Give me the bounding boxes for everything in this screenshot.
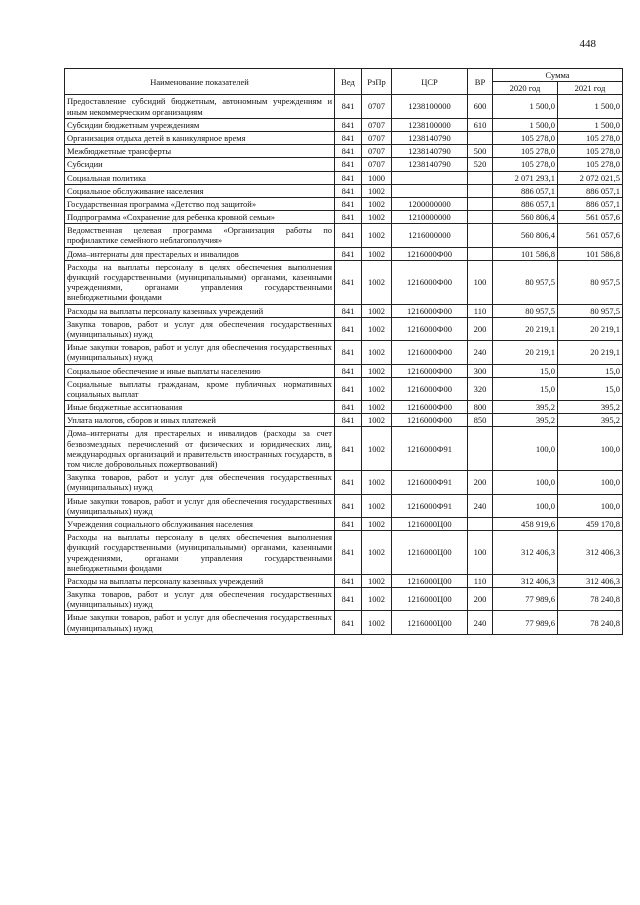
row-sum-2020: 560 806,4 xyxy=(493,211,558,224)
row-sum-2021: 561 057,6 xyxy=(558,211,623,224)
row-rzpr: 1002 xyxy=(362,494,392,517)
row-sum-2021: 15,0 xyxy=(558,377,623,400)
row-ved: 841 xyxy=(335,211,362,224)
row-rzpr: 1002 xyxy=(362,414,392,427)
row-sum-2021: 312 406,3 xyxy=(558,531,623,575)
row-csr xyxy=(392,171,468,184)
row-name: Расходы на выплаты персоналу в целях обеспечения выполнения функций государственными (муниципальными) органами, казенными учреждениями, органами управления государственными внебюджетными фондами xyxy=(65,260,335,304)
row-vr: 100 xyxy=(468,260,493,304)
row-name: Социальное обслуживание населения xyxy=(65,184,335,197)
row-sum-2020: 77 989,6 xyxy=(493,611,558,634)
header-rzpr: РзПр xyxy=(362,69,392,95)
row-name: Закупка товаров, работ и услуг для обеспечения государственных (муниципальных) нужд xyxy=(65,588,335,611)
row-vr: 610 xyxy=(468,118,493,131)
row-sum-2021: 78 240,8 xyxy=(558,611,623,634)
row-rzpr: 0707 xyxy=(362,95,392,118)
table-row xyxy=(65,260,623,304)
row-name: Расходы на выплаты персоналу казенных учреждений xyxy=(65,304,335,317)
row-csr: 1216000Ф00 xyxy=(392,364,468,377)
row-name: Ведомственная целевая программа «Организация работы по профилактике семейного неблагополучия» xyxy=(65,224,335,247)
row-vr: 240 xyxy=(468,341,493,364)
row-ved: 841 xyxy=(335,131,362,144)
row-name: Расходы на выплаты персоналу казенных учреждений xyxy=(65,574,335,587)
row-rzpr: 1002 xyxy=(362,304,392,317)
row-sum-2020: 395,2 xyxy=(493,401,558,414)
table-row xyxy=(65,118,623,131)
table-row xyxy=(65,317,623,340)
row-csr: 1238100000 xyxy=(392,118,468,131)
page-number: 448 xyxy=(579,38,596,50)
row-name: Расходы на выплаты персоналу в целях обеспечения выполнения функций государственными (муниципальными) органами, казенными учреждениями, органами управления государственными внебюджетными фондами xyxy=(65,531,335,575)
row-name: Социальная политика xyxy=(65,171,335,184)
row-sum-2021: 100,0 xyxy=(558,427,623,471)
row-name: Субсидии бюджетным учреждениям xyxy=(65,118,335,131)
row-sum-2020: 100,0 xyxy=(493,427,558,471)
table-row xyxy=(65,531,623,575)
row-vr: 240 xyxy=(468,494,493,517)
row-ved: 841 xyxy=(335,401,362,414)
table-row xyxy=(65,517,623,530)
row-rzpr: 1002 xyxy=(362,377,392,400)
row-vr: 800 xyxy=(468,401,493,414)
row-rzpr: 1002 xyxy=(362,517,392,530)
table-row xyxy=(65,611,623,634)
row-name: Организация отдыха детей в каникулярное время xyxy=(65,131,335,144)
row-csr: 1216000Ф91 xyxy=(392,494,468,517)
row-vr: 320 xyxy=(468,377,493,400)
table-row xyxy=(65,131,623,144)
row-rzpr: 1002 xyxy=(362,588,392,611)
row-sum-2020: 15,0 xyxy=(493,377,558,400)
row-name: Учреждения социального обслуживания населения xyxy=(65,517,335,530)
row-ved: 841 xyxy=(335,377,362,400)
table-row xyxy=(65,145,623,158)
row-rzpr: 1002 xyxy=(362,197,392,210)
row-ved: 841 xyxy=(335,494,362,517)
row-name: Социальное обеспечение и иные выплаты населению xyxy=(65,364,335,377)
row-rzpr: 1002 xyxy=(362,574,392,587)
row-csr: 1216000Ф91 xyxy=(392,427,468,471)
header-sum: Сумма xyxy=(493,69,623,82)
budget-table xyxy=(64,68,623,635)
row-name: Межбюджетные трансферты xyxy=(65,145,335,158)
row-sum-2020: 20 219,1 xyxy=(493,341,558,364)
row-sum-2020: 80 957,5 xyxy=(493,260,558,304)
row-csr: 1216000Ф00 xyxy=(392,317,468,340)
header-name: Наименование показателей xyxy=(65,69,335,95)
row-sum-2020: 886 057,1 xyxy=(493,197,558,210)
row-sum-2021: 105 278,0 xyxy=(558,145,623,158)
row-rzpr: 1002 xyxy=(362,531,392,575)
row-rzpr: 1002 xyxy=(362,341,392,364)
table-body xyxy=(65,95,623,634)
row-sum-2021: 1 500,0 xyxy=(558,95,623,118)
row-vr: 600 xyxy=(468,95,493,118)
row-vr: 500 xyxy=(468,145,493,158)
table-row xyxy=(65,95,623,118)
table-row xyxy=(65,224,623,247)
row-sum-2021: 395,2 xyxy=(558,414,623,427)
row-csr: 1216000Ц00 xyxy=(392,574,468,587)
row-sum-2020: 1 500,0 xyxy=(493,118,558,131)
row-sum-2021: 20 219,1 xyxy=(558,341,623,364)
table-row xyxy=(65,494,623,517)
row-vr xyxy=(468,171,493,184)
row-ved: 841 xyxy=(335,184,362,197)
row-rzpr: 1002 xyxy=(362,364,392,377)
row-name: Закупка товаров, работ и услуг для обеспечения государственных (муниципальных) нужд xyxy=(65,317,335,340)
table-row xyxy=(65,211,623,224)
row-sum-2020: 105 278,0 xyxy=(493,131,558,144)
row-csr: 1216000Ц00 xyxy=(392,517,468,530)
row-vr: 110 xyxy=(468,574,493,587)
table-row xyxy=(65,364,623,377)
row-sum-2020: 101 586,8 xyxy=(493,247,558,260)
row-sum-2021: 101 586,8 xyxy=(558,247,623,260)
row-ved: 841 xyxy=(335,224,362,247)
row-csr: 1216000Ф00 xyxy=(392,260,468,304)
header-row xyxy=(65,69,623,82)
row-ved: 841 xyxy=(335,95,362,118)
row-vr: 200 xyxy=(468,471,493,494)
row-name: Закупка товаров, работ и услуг для обеспечения государственных (муниципальных) нужд xyxy=(65,471,335,494)
header-vr: ВР xyxy=(468,69,493,95)
row-ved: 841 xyxy=(335,247,362,260)
row-sum-2020: 105 278,0 xyxy=(493,145,558,158)
row-sum-2020: 395,2 xyxy=(493,414,558,427)
row-name: Дома–интернаты для престарелых и инвалидов xyxy=(65,247,335,260)
row-ved: 841 xyxy=(335,414,362,427)
row-ved: 841 xyxy=(335,304,362,317)
row-sum-2020: 1 500,0 xyxy=(493,95,558,118)
row-name: Субсидии xyxy=(65,158,335,171)
row-sum-2020: 312 406,3 xyxy=(493,531,558,575)
table-row xyxy=(65,427,623,471)
table-row xyxy=(65,588,623,611)
row-sum-2021: 78 240,8 xyxy=(558,588,623,611)
row-ved: 841 xyxy=(335,427,362,471)
row-sum-2021: 100,0 xyxy=(558,494,623,517)
row-rzpr: 1002 xyxy=(362,247,392,260)
row-rzpr: 1002 xyxy=(362,401,392,414)
table-row xyxy=(65,158,623,171)
row-rzpr: 0707 xyxy=(362,145,392,158)
row-ved: 841 xyxy=(335,317,362,340)
row-sum-2021: 105 278,0 xyxy=(558,158,623,171)
table-row xyxy=(65,171,623,184)
row-sum-2021: 100,0 xyxy=(558,471,623,494)
header-2021: 2021 год xyxy=(558,82,623,95)
row-rzpr: 0707 xyxy=(362,118,392,131)
row-csr: 1216000Ф00 xyxy=(392,401,468,414)
row-name: Подпрограмма «Сохранение для ребенка кровной семьи» xyxy=(65,211,335,224)
row-rzpr: 1002 xyxy=(362,211,392,224)
row-sum-2020: 2 071 293,1 xyxy=(493,171,558,184)
table-row xyxy=(65,197,623,210)
row-csr: 1216000Ц00 xyxy=(392,531,468,575)
row-sum-2020: 20 219,1 xyxy=(493,317,558,340)
row-csr: 1238100000 xyxy=(392,95,468,118)
row-csr: 1216000Ц00 xyxy=(392,611,468,634)
row-rzpr: 1002 xyxy=(362,224,392,247)
row-vr: 300 xyxy=(468,364,493,377)
row-ved: 841 xyxy=(335,364,362,377)
row-name: Иные закупки товаров, работ и услуг для обеспечения государственных (муниципальных) нужд xyxy=(65,494,335,517)
row-csr: 1238140790 xyxy=(392,158,468,171)
header-2020: 2020 год xyxy=(493,82,558,95)
row-vr xyxy=(468,224,493,247)
row-csr: 1216000Ф00 xyxy=(392,304,468,317)
row-rzpr: 1002 xyxy=(362,427,392,471)
row-sum-2021: 886 057,1 xyxy=(558,197,623,210)
row-sum-2020: 886 057,1 xyxy=(493,184,558,197)
row-vr: 200 xyxy=(468,317,493,340)
table-row xyxy=(65,377,623,400)
row-ved: 841 xyxy=(335,517,362,530)
row-ved: 841 xyxy=(335,171,362,184)
row-sum-2020: 560 806,4 xyxy=(493,224,558,247)
row-vr: 240 xyxy=(468,611,493,634)
row-name: Социальные выплаты гражданам, кроме публичных нормативных социальных выплат xyxy=(65,377,335,400)
row-csr: 1216000Ф00 xyxy=(392,247,468,260)
row-sum-2020: 100,0 xyxy=(493,471,558,494)
row-rzpr: 1002 xyxy=(362,317,392,340)
row-name: Иные закупки товаров, работ и услуг для обеспечения государственных (муниципальных) нужд xyxy=(65,341,335,364)
row-rzpr: 1002 xyxy=(362,260,392,304)
row-sum-2021: 459 170,8 xyxy=(558,517,623,530)
row-sum-2020: 15,0 xyxy=(493,364,558,377)
row-ved: 841 xyxy=(335,260,362,304)
row-rzpr: 0707 xyxy=(362,131,392,144)
row-sum-2021: 15,0 xyxy=(558,364,623,377)
row-rzpr: 1002 xyxy=(362,611,392,634)
row-csr: 1216000Ф00 xyxy=(392,341,468,364)
row-csr: 1200000000 xyxy=(392,197,468,210)
row-csr: 1216000Ф91 xyxy=(392,471,468,494)
row-ved: 841 xyxy=(335,158,362,171)
row-ved: 841 xyxy=(335,574,362,587)
row-name: Иные бюджетные ассигнования xyxy=(65,401,335,414)
row-rzpr: 1002 xyxy=(362,184,392,197)
row-rzpr: 1002 xyxy=(362,471,392,494)
row-sum-2021: 561 057,6 xyxy=(558,224,623,247)
row-vr: 520 xyxy=(468,158,493,171)
row-vr xyxy=(468,247,493,260)
row-rzpr: 0707 xyxy=(362,158,392,171)
row-csr xyxy=(392,184,468,197)
row-sum-2020: 458 919,6 xyxy=(493,517,558,530)
row-sum-2021: 312 406,3 xyxy=(558,574,623,587)
row-vr: 200 xyxy=(468,588,493,611)
row-sum-2021: 80 957,5 xyxy=(558,260,623,304)
row-csr: 1238140790 xyxy=(392,145,468,158)
row-vr: 850 xyxy=(468,414,493,427)
row-sum-2021: 886 057,1 xyxy=(558,184,623,197)
row-ved: 841 xyxy=(335,145,362,158)
row-name: Государственная программа «Детство под защитой» xyxy=(65,197,335,210)
row-ved: 841 xyxy=(335,531,362,575)
table-row xyxy=(65,184,623,197)
row-vr xyxy=(468,427,493,471)
row-name: Дома–интернаты для престарелых и инвалидов (расходы за счет безвозмездных перечислений от физических и юридических лиц, международных организаций и правительств иностранных государств, в том числе добровольных пожертвований) xyxy=(65,427,335,471)
row-sum-2020: 312 406,3 xyxy=(493,574,558,587)
header-csr: ЦСР xyxy=(392,69,468,95)
table-row xyxy=(65,247,623,260)
row-sum-2021: 1 500,0 xyxy=(558,118,623,131)
row-csr: 1216000000 xyxy=(392,224,468,247)
table-row xyxy=(65,414,623,427)
row-ved: 841 xyxy=(335,197,362,210)
row-sum-2020: 80 957,5 xyxy=(493,304,558,317)
row-vr: 100 xyxy=(468,531,493,575)
table-row xyxy=(65,471,623,494)
row-csr: 1216000Ф00 xyxy=(392,414,468,427)
header-ved: Вед xyxy=(335,69,362,95)
row-ved: 841 xyxy=(335,588,362,611)
row-vr xyxy=(468,184,493,197)
row-sum-2020: 100,0 xyxy=(493,494,558,517)
row-name: Уплата налогов, сборов и иных платежей xyxy=(65,414,335,427)
row-rzpr: 1000 xyxy=(362,171,392,184)
table-row xyxy=(65,341,623,364)
row-ved: 841 xyxy=(335,341,362,364)
row-sum-2020: 77 989,6 xyxy=(493,588,558,611)
row-csr: 1238140790 xyxy=(392,131,468,144)
row-sum-2020: 105 278,0 xyxy=(493,158,558,171)
table-row xyxy=(65,304,623,317)
row-sum-2021: 395,2 xyxy=(558,401,623,414)
table-row xyxy=(65,574,623,587)
row-sum-2021: 80 957,5 xyxy=(558,304,623,317)
row-ved: 841 xyxy=(335,611,362,634)
row-vr xyxy=(468,131,493,144)
row-name: Иные закупки товаров, работ и услуг для обеспечения государственных (муниципальных) нужд xyxy=(65,611,335,634)
row-name: Предоставление субсидий бюджетным, автономным учреждениям и иным некоммерческим организациям xyxy=(65,95,335,118)
row-sum-2021: 105 278,0 xyxy=(558,131,623,144)
row-sum-2021: 2 072 021,5 xyxy=(558,171,623,184)
row-vr xyxy=(468,197,493,210)
row-vr xyxy=(468,517,493,530)
row-csr: 1216000Ф00 xyxy=(392,377,468,400)
row-csr: 1216000Ц00 xyxy=(392,588,468,611)
row-vr xyxy=(468,211,493,224)
table-row xyxy=(65,401,623,414)
row-ved: 841 xyxy=(335,118,362,131)
row-vr: 110 xyxy=(468,304,493,317)
row-ved: 841 xyxy=(335,471,362,494)
row-csr: 1210000000 xyxy=(392,211,468,224)
row-sum-2021: 20 219,1 xyxy=(558,317,623,340)
